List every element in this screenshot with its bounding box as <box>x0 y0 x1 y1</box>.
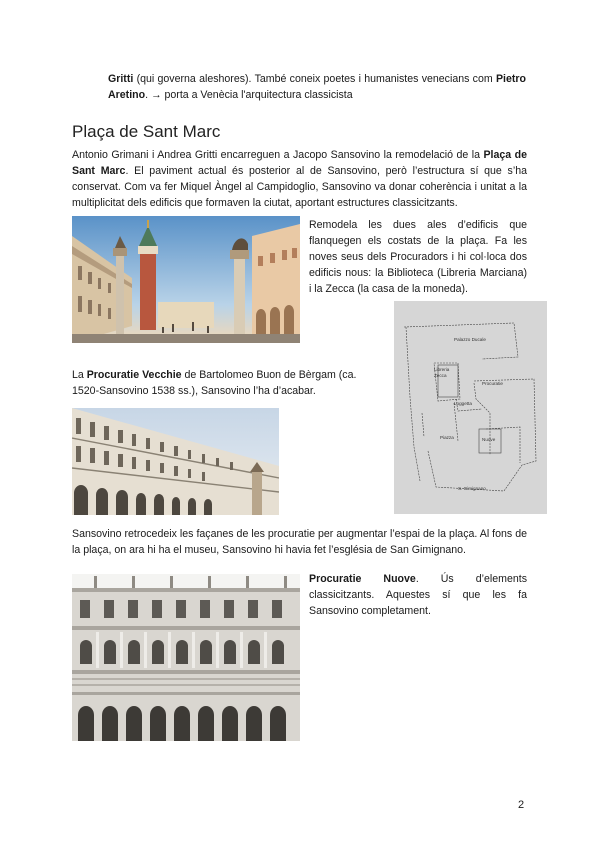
para3-text-end: de Bartolomeo Buon de Bèrgam (ca. 1520-Sansovino 1538 ss.), Sansovino l’ha d’acabar. <box>72 369 357 397</box>
map-label-loggetta: Loggetta <box>454 401 472 406</box>
map-label-nuove: Nuove <box>482 437 496 442</box>
para1-bold: Plaça de Sant Marc <box>72 149 527 177</box>
intro-name-aretino: Pietro Aretino <box>108 73 526 101</box>
page-number: 2 <box>518 799 525 811</box>
section-title: Plaça de Sant Marc <box>72 122 221 141</box>
paragraph-remodela: Remodela les dues ales d’edificis que flanquegen els costats de la plaça. Fa les noves seus dels Procuradors i hi col·loca dos edificis nous: la Biblioteca (Libreria Marciana) i la Zecca (la casa de la moneda). <box>309 219 527 295</box>
paragraph-retrocedeix: Sansovino retrocedeix les façanes de les procuratie per augmentar l’espai de la plaça. Al fons de la plaça, on ara hi ha el museu, Sansovino hi havia fet l’església de San Gimignano. <box>72 528 527 556</box>
para1-text-end: . El paviment actual és posterior al de Sansovino, però l’estructura sí que s’ha conservat. Com va fer Miquel Àngel al Campidoglio, Sansovino va donar coherència i unitat a la multiplicitat dels edificis que formaven la ciutat, aportant estructures classicitzants. <box>72 164 527 209</box>
intro-text: (qui governa aleshores). També coneix poetes i humanistes venecians com <box>133 73 496 85</box>
map-label-procuratie: Procuratie <box>482 381 503 386</box>
intro-paragraph <box>108 72 526 104</box>
piazza-plan-map <box>394 301 547 514</box>
map-label-piazza: Piazza <box>440 435 454 440</box>
para5-bold: Procuratie Nuove <box>309 573 416 585</box>
map-label-gimignano: S. Gimignano <box>458 486 486 491</box>
map-label-zecca: Zecca <box>434 373 447 378</box>
para1-text: Antonio Grimani i Andrea Gritti encarreguen a Jacopo Sansovino la remodelació de la <box>72 149 484 161</box>
piazza-san-marco-photo <box>72 216 300 343</box>
map-label-libreria: Libreria <box>434 367 450 372</box>
para3-text: La <box>72 369 87 381</box>
procuratie-nuove-photo <box>72 574 300 741</box>
paragraph-procuratie-vecchie <box>72 368 382 400</box>
procuratie-vecchie-photo <box>72 408 279 515</box>
map-label-palazzo: Palazzo Ducale <box>454 337 486 342</box>
intro-text-end: . → porta a Venècia l'arquitectura classicista <box>145 88 353 101</box>
para3-bold: Procuratie Vecchie <box>86 369 182 381</box>
para5-text: . Ús d’elements classicitzants. Aquestes sí que les fa Sansovino completament. <box>309 573 527 617</box>
paragraph-grimani <box>72 148 527 212</box>
intro-name-gritti: Gritti <box>108 73 134 85</box>
paragraph-procuratie-nuove <box>309 572 527 620</box>
